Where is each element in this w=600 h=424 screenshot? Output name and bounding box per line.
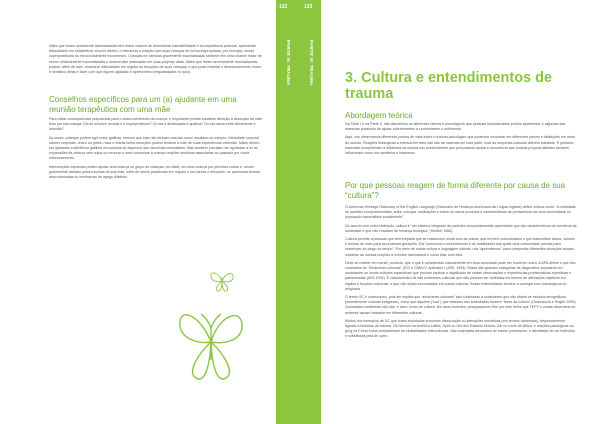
culture-column: [345, 205, 577, 343]
culture-paragraph-1: O American Heritage Dictionary of the English Language (Dicionário de Herança Americana da Língua Inglesa) define cultura como: “A totalidade de padrões comportamentais, artes, crenças, instituições e todos os outros produtos e características de pensamento de uma comunidade ou população transmitidos socialmente”.: [345, 205, 576, 220]
left-intro-column: [49, 44, 263, 78]
culture-paragraph-3: Cultura permite a pessoas que têm empatia que se relacionem umas com as outras, que formem comunidades e que transmitam ideias, valores e formas de viver para as próximas gerações. Ela “comunica o conhecimento e as habilidades das quais uma comunidade precisa para sobreviver ao longo do tempo”. Por meio de nossa cultura e linguagem cultural, nós “aprendemos” como interpretar diferentes situações sociais, incluindo as nossas reações a eventos traumáticos e como lidar com eles.: [345, 237, 575, 257]
small-butterfly-icon: [208, 268, 236, 294]
section-heading-culture: Por que pessoas reagem de forma diferente por causa de sua “cultura”?: [345, 181, 566, 200]
left-band-label: PARTE III: TRAUMA: [286, 40, 291, 86]
left-intro-paragraph: Mães que foram seriamente traumatizadas têm maior chance de demonstrar insensibilidade e incompetência parental, apresentar dificuldades em estabelecer vínculo afetivo, e estruturar a relação com suas crianças de forma inapropriada, por exemplo, sendo superprotetoras ou emocionalmente incoerentes. Crianças em famílias gravemente traumatizadas também têm uma chance maior de serem relativamente traumatizadas e desenvolver ansiedade em suas próprias vidas. Mães que foram severamente traumatizadas podem, além de tudo, encontrar dificuldades em regular as emoções de suas crianças, o que pode retardar o desenvolvimento motor e sensitivo delas e fazer com que fiquem agitadas e apresentem irregularidades no sono.: [49, 44, 262, 75]
large-butterfly-icon: [174, 300, 248, 386]
left-section-heading: Conselhos específicos para um (a) ajudante em uma reunião terapêutica com uma mãe: [49, 95, 237, 114]
theory-paragraph-1: Na Parte I e na Parte II, não discutimos os diferentes fatores e psicológicos que pessoas traumatizadas podem apresentar, e algumas das maneiras possíveis de ajudar sobreviventes a confrontarem o sofrimento.: [345, 122, 566, 132]
chapter-title: 3. Cultura e entendimentos de trauma: [345, 70, 553, 102]
culture-paragraph-2: De acordo com outra definição, cultura é “um sistema integrado de padrões comportamentais aprendidos que são característicos de membros da sociedade e que não resultam de herança biológica” (Hoebel 1966).: [345, 223, 577, 233]
left-paragraph-3: Intervenções especiais podem ajudar uma criança ou grupo de crianças, ou mães, em uma criança por períodos curtos e, sendo gravemente afetado pelos traumas de sua mãe, sofre de sérios problemas em regular o seu stress e emoções, ou apresenta formas descontroladas ou excessivas de apego ditatório.: [49, 164, 260, 180]
culture-paragraph-4: Deve-se manter em mente, portanto, que o que é considerado casualmente em uma sociedade pode ser hostil em outra. A APA define o que são chamados de “Síndromes culturais” (ICD e DSM-IV, Apêndice I (APA, 1994). Essas são grandes categorias de diagnóstico populares em sociedades ou locais culturais específicas que provam explicar o significado de certas observações e experiências problemáticas repetitivas e patronizadas (APA 1994). É característico de tais síndromes culturais que não possam ser definidas em termos de alterações objetivas em órgãos e funções corporais, e que não sejam encontradas em outras culturas. Essas enfermidades tendem a carregar tons psicológicos ou religiosos.: [345, 260, 576, 291]
right-band-label: PARTE III: TRAUMA: [309, 40, 314, 86]
left-advice-column: [49, 117, 263, 183]
right-page-number: 123: [304, 4, 313, 10]
culture-paragraph-6: Muitos dos exemplos de SC que foram estudados envolvem dissociação ou alterações somáticas (em termos ocidentais), frequentemente ligadas à histórias de trauma. Os Nervios na América Latina, Spell ou Hot dos Estados Unidos, Zar no norte da África, e reações patológicas ao grog na China todos compartilham de similaridades interculturais. Nas chamadas desordens de transe possessivo, a identidade de um indivíduo é substituída pela de outro.: [345, 318, 575, 339]
left-paragraph-1: Para evitar consequências prejudiciais para o desenvolvimento da criança, é importante prestar bastante atenção à descrição da mãe feita por sua criança. Ela se envolve demais e é superprotetora? Ou ela é distanciada e apática? Ou ela oscila entre ativamente e intrusão?: [49, 117, 263, 132]
theory-column: [345, 122, 577, 159]
culture-paragraph-5: O termo SC é controverso, pois ele implica que “síndromes culturais” são confinadas a sociedades que são objeto de estudos etnográficos (normalmente culturas indígenas), como que aqueles (“nós”) que estudam tais sociedades fossem “livres da cultura” (Guarnaccia e Rogler 2005). Sociedades ocidentais não são, é claro, livres de cultura. Em anos recentes, pesquisadores têm por este deles que TEPT e outras desordens de estresse variam bastante em diferentes culturas.: [345, 295, 577, 315]
left-page-number: 122: [279, 4, 288, 10]
theory-paragraph-2: Aqui, nós observamos diferentes pontos de vista sobre o trauma psicológico que podemos encontrar em diferentes países e definições em redor do mundo. Reações fisiológicas a eventos terríveis não são as mesmas em toda parte, mas as respostas culturais diferem bastante. É portanto, essencial compreender a influência da cultura nos sobreviventes que procuramos ajudar e reconhecer que nossas próprias atitudes também influenciam como nos sentimos e lidaremos.: [345, 135, 576, 156]
section-heading-theory: Abordagem teórica: [345, 111, 413, 120]
left-paragraph-2: Às vezes, crianças podem agir como gatilhos, mesmo que elas não tenham nascido como resultado de estupro. Intimidade corporal, odores corporais, choro ou gritos, raiva e outras fortes emoções podem lembrar a mãe de suas experiências violentas. Mães devem ser ajudadas a identificar gatilhos emocionais de aspectos das memórias traumáticas. Mas também precisam ser ajudadas a ler as expressões da criança sem culpa ou remorso e sem comunicar à criança reações emotivas associadas ao passado por conta relacionamento.: [49, 135, 260, 161]
